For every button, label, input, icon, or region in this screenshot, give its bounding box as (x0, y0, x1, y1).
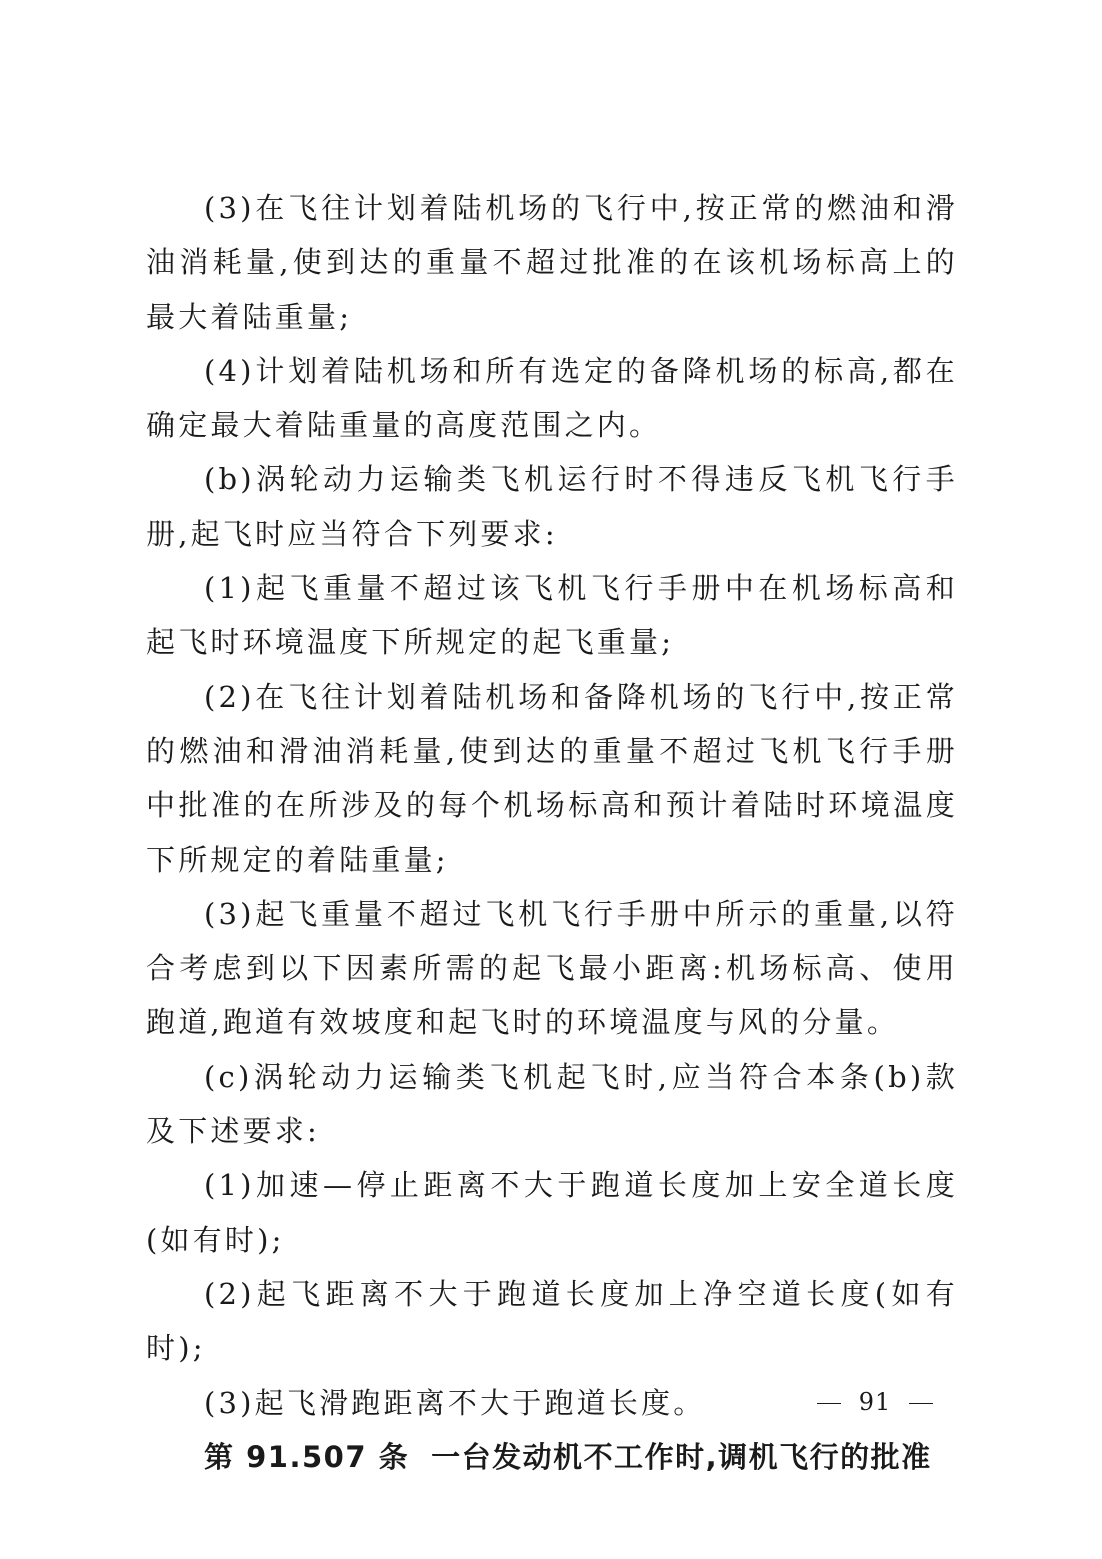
regulation-text (146, 181, 958, 1484)
paragraph-b1-takeoff-weight: (1)起飞重量不超过该飞机飞行手册中在机场标高和起飞时环境温度下所规定的起飞重量; (146, 571, 958, 660)
paragraph-c1-accelerate-stop: (1)加速—停止距离不大于跑道长度加上安全道长度(如有时); (146, 1168, 958, 1257)
paragraph-c3-takeoff-run: (3)起飞滑跑距离不大于跑道长度。 (204, 1385, 706, 1420)
article-heading (146, 1430, 958, 1484)
article-number: 第 91.507 条 (204, 1439, 410, 1474)
paragraph-3-landing-weight: (3)在飞往计划着陆机场的飞行中,按正常的燃油和滑油消耗量,使到达的重量不超过批准的在该机场标高上的最大着陆重量; (146, 191, 958, 334)
article-title: 一台发动机不工作时,调机飞行的批准 (431, 1439, 932, 1474)
paragraph-b-turbine-takeoff: (b)涡轮动力运输类飞机运行时不得违反飞机飞行手册,起飞时应当符合下列要求: (146, 462, 958, 551)
paragraph-c-turbine-takeoff-requirements: (c)涡轮动力运输类飞机起飞时,应当符合本条(b)款及下述要求: (146, 1059, 958, 1149)
page-footer (0, 1388, 1102, 1416)
left-dash (817, 1403, 841, 1404)
page-number: 91 (858, 1388, 892, 1416)
paragraph-b2-landing-weight: (2)在飞往计划着陆机场和备降机场的飞行中,按正常的燃油和滑油消耗量,使到达的重量不超过飞机飞行手册中批准的在所涉及的每个机场标高和预计着陆时环境温度下所规定的着陆重量; (146, 679, 958, 877)
right-dash (909, 1403, 933, 1404)
paragraph-4-elevation-range: (4)计划着陆机场和所有选定的备降机场的标高,都在确定最大着陆重量的高度范围之内。 (146, 353, 958, 443)
paragraph-c2-takeoff-distance: (2)起飞距离不大于跑道长度加上净空道长度(如有时); (146, 1276, 958, 1366)
paragraph-b3-takeoff-distance: (3)起飞重量不超过飞机飞行手册中所示的重量,以符合考虑到以下因素所需的起飞最小距离:机场标高、使用跑道,跑道有效坡度和起飞时的环境温度与风的分量。 (146, 896, 958, 1040)
